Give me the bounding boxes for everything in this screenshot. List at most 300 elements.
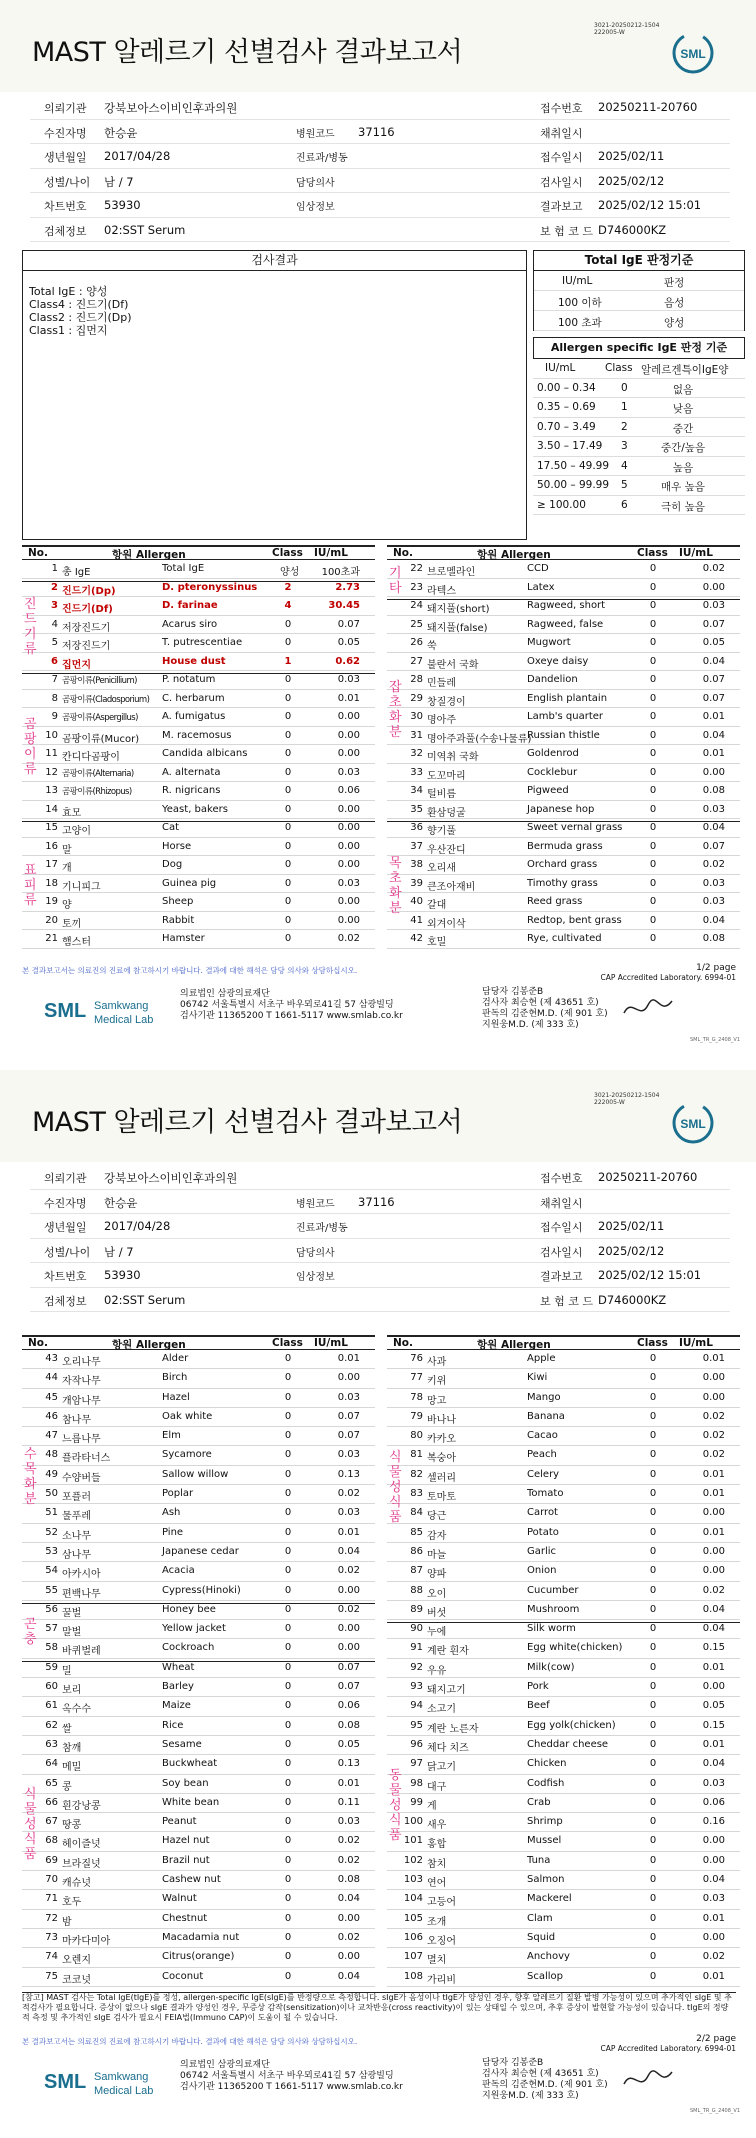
allergen-class: 0 xyxy=(649,1526,657,1538)
allergen-row xyxy=(22,690,375,709)
allergen-iu: 30.45 xyxy=(328,600,360,611)
group-divider xyxy=(22,1661,375,1662)
allergen-no: 78 xyxy=(410,1391,423,1403)
header-allergen: 항원 Allergen xyxy=(112,549,186,561)
lab-address xyxy=(180,989,403,1022)
doc-number-line: 3021-20250212-1504 xyxy=(594,22,660,29)
logo-text: SML xyxy=(680,1117,706,1131)
criteria-cell: 0.35 – 0.69 xyxy=(537,401,596,413)
allergen-row xyxy=(22,653,375,672)
allergen-no: 37 xyxy=(410,840,423,852)
allergen-iu: 0.03 xyxy=(337,674,360,685)
patient-info-row xyxy=(30,1165,730,1190)
criteria-cell: 3.50 – 17.49 xyxy=(537,440,603,452)
specific-ige-title: Allergen specific IgE 판정 기준 xyxy=(533,337,745,359)
allergen-korean: 오리나무 xyxy=(62,1357,101,1368)
info-label: 검체정보 xyxy=(44,224,87,238)
allergen-english: Honey bee xyxy=(162,1603,216,1615)
allergen-class: 0 xyxy=(649,600,657,611)
allergen-korean: 개암나무 xyxy=(62,1395,101,1407)
allergen-class: 0 xyxy=(649,637,657,648)
allergen-english: Cacao xyxy=(527,1430,558,1442)
criteria-cell: 0 xyxy=(621,381,628,394)
allergen-korean: 홍합 xyxy=(427,1839,447,1851)
allergen-english: Onion xyxy=(527,1565,557,1577)
allergen-korean: 효모 xyxy=(62,807,82,819)
allergen-english: Anchovy xyxy=(527,1951,570,1963)
allergen-korean: 햄스터 xyxy=(62,937,91,948)
allergen-class: 0 xyxy=(284,1391,292,1403)
allergen-class: 0 xyxy=(649,1931,657,1943)
allergen-row xyxy=(387,579,740,598)
allergen-english: M. racemosus xyxy=(162,729,232,741)
samkwang-logo-icon xyxy=(44,993,174,1037)
allergen-korean: 망고 xyxy=(427,1395,447,1407)
allergen-no: 65 xyxy=(45,1777,58,1789)
allergen-row xyxy=(22,1543,375,1562)
info-value: 53930 xyxy=(104,1268,141,1282)
criteria-cell: 50.00 – 99.99 xyxy=(537,479,610,491)
allergen-iu: 0.01 xyxy=(702,1488,725,1500)
allergen-row xyxy=(387,1504,740,1523)
allergen-iu: 0.02 xyxy=(337,1565,360,1577)
allergen-row xyxy=(22,1852,375,1871)
allergen-iu: 0.07 xyxy=(337,1430,360,1442)
allergen-no: 2 xyxy=(51,581,58,593)
allergen-row xyxy=(22,1736,375,1755)
allergen-row xyxy=(387,1775,740,1794)
allergen-class: 0 xyxy=(649,1661,657,1673)
allergen-english: Oxeye daisy xyxy=(527,655,589,667)
allergen-row xyxy=(22,1582,375,1601)
allergen-korean: 고등어 xyxy=(427,1897,456,1909)
allergen-class: 0 xyxy=(284,1912,292,1924)
allergen-class: 0 xyxy=(649,1796,657,1808)
allergen-korean: 호두 xyxy=(62,1897,82,1909)
allergen-no: 39 xyxy=(410,877,423,889)
allergen-row xyxy=(387,1736,740,1755)
allergen-iu: 0.00 xyxy=(337,859,360,870)
allergen-row xyxy=(387,1524,740,1543)
allergen-row xyxy=(387,764,740,783)
allergen-row xyxy=(22,1910,375,1929)
lab-lab_corp: 의료법인 삼광의료재단 xyxy=(180,989,270,999)
allergen-no: 32 xyxy=(410,748,423,759)
allergen-class: 0 xyxy=(649,1681,657,1693)
allergen-row xyxy=(387,560,740,579)
allergen-row xyxy=(22,856,375,875)
allergen-row xyxy=(22,1389,375,1408)
allergen-iu: 0.07 xyxy=(702,674,725,685)
allergen-english: Oak white xyxy=(162,1410,213,1422)
info-label: 차트번호 xyxy=(44,1270,87,1283)
allergen-class: 0 xyxy=(284,1874,292,1886)
allergen-korean: 쌀 xyxy=(62,1723,72,1735)
allergen-row xyxy=(22,1350,375,1369)
criteria-header: IU/mL xyxy=(562,275,593,287)
allergen-row xyxy=(387,1852,740,1871)
allergen-table xyxy=(387,545,740,949)
allergen-english: Wheat xyxy=(162,1661,195,1673)
allergen-iu: 0.03 xyxy=(337,766,360,778)
allergen-korean: 닭고기 xyxy=(427,1762,456,1774)
total-ige-row xyxy=(534,291,744,311)
reference-note: [참고] MAST 검사는 Total IgE(tIgE)를 정성, allergen-specific IgE(sIgE)를 반정량으로 측정합니다. sIgE가 음성이나 tIgE가 양성인 경우, 향후 알레르기 질환 발병 가능성이 있으며 추가적인 sIgE 및 추적검사가 필요합니다. 증상이 없으나 sIgE 결과가 양성인 경우, 무증상 감작(sensitization)이나 교차반응(cross reactivity)이 있는 상태일 수 있으며, 추후 증상이 발현할 가능성이 있습니다. tIgE의 정량적 측정 및 추가적인 sIgE 검사가 필요시 FEIA법(Immuno CAP)이 도움이 될 수 있습니다. xyxy=(22,1992,736,2023)
allergen-no: 64 xyxy=(45,1758,58,1770)
info-label: 담당의사 xyxy=(296,1247,335,1259)
info-value: 2025/02/12 xyxy=(598,173,665,188)
allergen-row xyxy=(22,597,375,616)
allergen-row xyxy=(22,1427,375,1446)
info-label: 채취일시 xyxy=(540,1196,583,1210)
info-value: 강북보아스이비인후과의원 xyxy=(104,1171,238,1185)
info-value: 강북보아스이비인후과의원 xyxy=(104,101,238,115)
info-label: 임상정보 xyxy=(296,202,335,213)
allergen-english: Cockroach xyxy=(162,1642,215,1654)
allergen-class: 0 xyxy=(284,1468,292,1480)
allergen-iu: 0.04 xyxy=(337,1545,360,1557)
allergen-row xyxy=(387,1485,740,1504)
info-value: 02:SST Serum xyxy=(104,1292,186,1307)
info-label: 접수일시 xyxy=(540,151,583,164)
allergen-english: Orchard grass xyxy=(527,859,598,870)
allergen-english: Lamb's quarter xyxy=(527,711,604,722)
allergen-class: 0 xyxy=(284,785,292,796)
allergen-english: Ragweed, short xyxy=(527,600,606,611)
specific-ige-row xyxy=(533,379,745,399)
allergen-iu: 0.01 xyxy=(337,1353,360,1364)
allergen-class: 0 xyxy=(284,1603,292,1615)
allergen-class: 0 xyxy=(284,1893,292,1905)
allergen-class: 0 xyxy=(649,1874,657,1886)
allergen-class: 0 xyxy=(284,618,292,630)
allergen-class: 0 xyxy=(284,1816,292,1828)
allergen-english: Sesame xyxy=(162,1738,202,1750)
allergen-korean: 외겨이삭 xyxy=(427,918,466,930)
allergen-english: Pigweed xyxy=(527,785,569,796)
allergen-iu: 0.00 xyxy=(702,1545,725,1557)
allergen-iu: 0.00 xyxy=(337,1372,360,1384)
result-lines xyxy=(23,285,526,337)
allergen-iu: 0.02 xyxy=(337,1603,360,1615)
patient-info xyxy=(30,1165,730,1312)
header-allergen: 항원 Allergen xyxy=(112,1339,186,1351)
allergen-no: 46 xyxy=(45,1410,58,1422)
info-value: D746000KZ xyxy=(598,222,667,237)
lab-name-2: Medical Lab xyxy=(94,2085,154,2097)
allergen-class: 0 xyxy=(649,618,657,630)
info-label: 검사일시 xyxy=(540,175,583,189)
allergen-row xyxy=(387,1582,740,1601)
allergen-iu: 0.04 xyxy=(702,822,725,833)
allergen-iu: 0.00 xyxy=(702,1372,725,1384)
group-label: 목초화분 xyxy=(389,855,402,916)
allergen-class: 0 xyxy=(649,896,657,907)
page-number: 2/2 page xyxy=(696,2034,736,2044)
allergen-class: 0 xyxy=(649,1430,657,1442)
allergen-class: 0 xyxy=(649,822,657,833)
allergen-class: 0 xyxy=(649,729,657,741)
allergen-class: 0 xyxy=(649,1719,657,1731)
info-label: 결과보고 xyxy=(540,1270,583,1283)
staff-line: 담당자 김봉준B xyxy=(482,987,544,997)
patient-info xyxy=(30,95,730,242)
staff-line: 지원웅M.D. (제 333 호) xyxy=(482,2091,579,2101)
sml-logo-icon xyxy=(672,32,714,74)
allergen-row xyxy=(22,1890,375,1909)
info-value: 한승윤 xyxy=(104,125,138,140)
allergen-no: 100 xyxy=(403,1816,423,1828)
allergen-iu: 0.00 xyxy=(337,729,360,741)
allergen-class: 0 xyxy=(284,1854,292,1866)
allergen-english: C. herbarum xyxy=(162,692,225,704)
footer-warning: 본 결과보고서는 의료진의 진료에 참고하시기 바랍니다. 결과에 대한 해석은 담당 의사와 상담하십시오. xyxy=(22,966,358,975)
allergen-class: 1 xyxy=(284,655,292,667)
allergen-no: 60 xyxy=(45,1681,58,1693)
allergen-iu: 0.02 xyxy=(702,1449,725,1461)
allergen-no: 21 xyxy=(45,933,58,944)
allergen-class: 0 xyxy=(284,1661,292,1673)
lab-lab_tel: 검사기관 11365200 T 1661-5117 www.smlab.co.kr xyxy=(180,1011,403,1021)
patient-info-row xyxy=(30,169,730,194)
allergen-english: Soy bean xyxy=(162,1777,209,1789)
allergen-korean: 토끼 xyxy=(62,918,82,930)
staff-list xyxy=(482,987,608,1031)
allergen-row xyxy=(387,1369,740,1388)
specific-ige-row xyxy=(533,437,745,457)
allergen-iu: 0.00 xyxy=(702,1565,725,1577)
allergen-english: R. nigricans xyxy=(162,785,221,796)
allergen-iu: 0.00 xyxy=(702,1931,725,1943)
allergen-english: Pine xyxy=(162,1526,184,1538)
allergen-table-header xyxy=(22,1335,375,1350)
allergen-no: 4 xyxy=(51,618,58,630)
group-divider xyxy=(387,1622,740,1623)
info-label: 보 험 코 드 xyxy=(540,224,593,238)
allergen-no: 6 xyxy=(51,655,58,667)
allergen-english: Codfish xyxy=(527,1777,565,1789)
allergen-no: 92 xyxy=(410,1661,423,1673)
info-value: 37116 xyxy=(358,1194,395,1209)
allergen-korean: 바퀴벌레 xyxy=(62,1646,101,1658)
info-label: 검사일시 xyxy=(540,1245,583,1259)
allergen-iu: 0.01 xyxy=(337,1777,360,1789)
allergen-korean: 조개 xyxy=(427,1916,447,1928)
allergen-english: Dog xyxy=(162,859,183,870)
allergen-english: Rabbit xyxy=(162,914,195,926)
allergen-korean: 집먼지 xyxy=(62,659,91,671)
allergen-row xyxy=(22,1697,375,1716)
criteria-cell: ≥ 100.00 xyxy=(537,498,586,511)
report-title: MAST 알레르기 선별검사 결과보고서 xyxy=(32,1107,463,1138)
allergen-iu: 0.05 xyxy=(337,1738,360,1750)
allergen-no: 61 xyxy=(45,1700,58,1712)
allergen-no: 36 xyxy=(410,822,423,833)
allergen-class: 0 xyxy=(649,1391,657,1403)
allergen-english: Sweet vernal grass xyxy=(527,822,623,833)
allergen-row xyxy=(22,764,375,783)
logo-text: SML xyxy=(680,47,706,61)
specific-ige-row xyxy=(533,418,745,438)
allergen-english: Alder xyxy=(162,1353,189,1364)
allergen-class: 0 xyxy=(649,1854,657,1866)
allergen-row xyxy=(387,1929,740,1948)
allergen-row xyxy=(387,1389,740,1408)
allergen-class: 0 xyxy=(649,674,657,685)
allergen-class: 0 xyxy=(649,1642,657,1654)
allergen-iu: 0.16 xyxy=(702,1816,725,1828)
allergen-english: Peach xyxy=(527,1449,557,1461)
allergen-row xyxy=(22,1775,375,1794)
allergen-iu: 0.00 xyxy=(702,766,725,778)
allergen-english: Citrus(orange) xyxy=(162,1951,235,1963)
allergen-class: 0 xyxy=(284,1970,292,1982)
allergen-class: 4 xyxy=(284,600,292,611)
allergen-no: 47 xyxy=(45,1430,58,1442)
allergen-class: 0 xyxy=(284,1700,292,1712)
allergen-korean: 키위 xyxy=(427,1376,447,1388)
allergen-iu: 0.04 xyxy=(337,1970,360,1982)
info-label: 차트번호 xyxy=(44,200,87,213)
allergen-no: 77 xyxy=(410,1372,423,1384)
allergen-iu: 0.02 xyxy=(337,1854,360,1866)
allergen-row xyxy=(387,671,740,690)
allergen-english: Japanese cedar xyxy=(162,1545,239,1557)
allergen-english: Egg white(chicken) xyxy=(527,1642,623,1654)
allergen-korean: 소나무 xyxy=(62,1530,91,1542)
result-line: Class2 : 진드기(Dp) xyxy=(29,311,132,324)
allergen-no: 49 xyxy=(45,1468,58,1480)
allergen-korean: 브라질넛 xyxy=(62,1858,101,1870)
allergen-no: 1 xyxy=(51,563,58,574)
allergen-row xyxy=(22,1466,375,1485)
info-label: 담당의사 xyxy=(296,177,335,189)
allergen-english: Sallow willow xyxy=(162,1468,229,1480)
allergen-no: 85 xyxy=(410,1526,423,1538)
allergen-iu: 0.00 xyxy=(337,711,360,722)
allergen-class: 0 xyxy=(284,840,292,852)
info-value: 2025/02/12 15:01 xyxy=(598,198,702,212)
allergen-no: 87 xyxy=(410,1565,423,1577)
allergen-class: 0 xyxy=(284,1353,292,1364)
info-value: 53930 xyxy=(104,198,141,212)
header-no: No. xyxy=(393,1337,413,1349)
allergen-no: 97 xyxy=(410,1758,423,1770)
allergen-english: Clam xyxy=(527,1912,553,1924)
allergen-english: Crab xyxy=(527,1796,551,1808)
allergen-korean: 삼나무 xyxy=(62,1549,91,1561)
allergen-no: 10 xyxy=(45,729,58,741)
allergen-no: 22 xyxy=(410,563,423,574)
allergen-row xyxy=(387,1968,740,1987)
signature-icon xyxy=(620,2064,680,2098)
allergen-korean: 창질경이 xyxy=(427,696,466,708)
doc-number-line: 222005-W xyxy=(594,29,625,36)
info-value: 남 / 7 xyxy=(104,1244,134,1259)
info-label: 의뢰기관 xyxy=(44,1172,87,1185)
allergen-korean: 대구 xyxy=(427,1781,447,1793)
allergen-english: Poplar xyxy=(162,1488,194,1500)
allergen-english: Timothy grass xyxy=(527,877,598,889)
allergen-iu: 0.00 xyxy=(702,1854,725,1866)
allergen-english: Squid xyxy=(527,1931,556,1943)
allergen-no: 90 xyxy=(410,1623,423,1635)
allergen-iu: 0.01 xyxy=(702,748,725,759)
allergen-no: 43 xyxy=(45,1353,58,1364)
allergen-korean: 보리 xyxy=(62,1685,82,1697)
allergen-row xyxy=(22,782,375,801)
allergen-english: Chestnut xyxy=(162,1912,208,1924)
allergen-iu: 0.02 xyxy=(337,933,360,944)
lab-name-2: Medical Lab xyxy=(94,1014,154,1026)
allergen-row xyxy=(22,560,375,579)
allergen-no: 18 xyxy=(45,877,58,889)
criteria-panel xyxy=(533,250,745,540)
allergen-english: Dandelion xyxy=(527,674,578,685)
criteria-cell: 0.00 – 0.34 xyxy=(537,381,596,394)
allergen-english: D. pteronyssinus xyxy=(162,581,258,593)
result-line: Class4 : 진드기(Df) xyxy=(29,298,129,311)
allergen-english: Pork xyxy=(527,1681,549,1693)
allergen-iu: 0.02 xyxy=(337,1931,360,1943)
allergen-row xyxy=(387,893,740,912)
allergen-iu: 2.73 xyxy=(335,581,360,593)
allergen-class: 0 xyxy=(284,1835,292,1847)
info-label: 성별/나이 xyxy=(44,175,91,189)
allergen-iu: 0.05 xyxy=(702,1700,725,1712)
allergen-korean: 새우 xyxy=(427,1820,447,1832)
allergen-english: D. farinae xyxy=(162,600,218,611)
header-class: Class xyxy=(637,547,668,559)
allergen-iu: 0.06 xyxy=(337,785,360,796)
allergen-english: Yellow jacket xyxy=(162,1623,226,1635)
allergen-class: 0 xyxy=(649,766,657,778)
allergen-table-header xyxy=(387,545,740,560)
allergen-row xyxy=(22,1524,375,1543)
allergen-class: 0 xyxy=(284,1430,292,1442)
allergen-no: 28 xyxy=(410,674,423,685)
allergen-iu: 0.03 xyxy=(702,1777,725,1789)
allergen-korean: 게 xyxy=(427,1800,437,1812)
allergen-iu: 0.01 xyxy=(702,1468,725,1480)
allergen-no: 25 xyxy=(410,618,423,630)
allergen-class: 2 xyxy=(284,581,292,593)
allergen-english: Garlic xyxy=(527,1545,557,1557)
allergen-class: 0 xyxy=(649,1623,657,1635)
allergen-iu: 0.13 xyxy=(337,1468,360,1480)
allergen-iu: 0.02 xyxy=(702,859,725,870)
criteria-cell: 극히 높음 xyxy=(661,500,705,513)
allergen-korean: 향기풀 xyxy=(427,826,456,837)
patient-info-row xyxy=(30,144,730,169)
allergen-korean: 양 xyxy=(62,900,72,911)
svg-text:SML: SML xyxy=(44,1000,87,1022)
allergen-english: Japanese hop xyxy=(527,803,595,815)
allergen-row xyxy=(387,1794,740,1813)
allergen-no: 16 xyxy=(45,840,58,852)
allergen-korean: 쑥 xyxy=(427,641,437,652)
allergen-class: 0 xyxy=(284,1507,292,1519)
allergen-english: Ragweed, false xyxy=(527,618,604,630)
allergen-iu: 0.02 xyxy=(702,1951,725,1963)
allergen-iu: 0.00 xyxy=(337,1623,360,1635)
allergen-class: 0 xyxy=(649,655,657,667)
group-label: 동물성식품 xyxy=(389,1768,402,1844)
patient-info-row xyxy=(30,1214,730,1239)
document-number xyxy=(594,1092,659,1106)
allergen-korean: 곰팡이류(Penicillium) xyxy=(62,676,137,686)
allergen-korean: 우산잔디 xyxy=(427,844,466,856)
